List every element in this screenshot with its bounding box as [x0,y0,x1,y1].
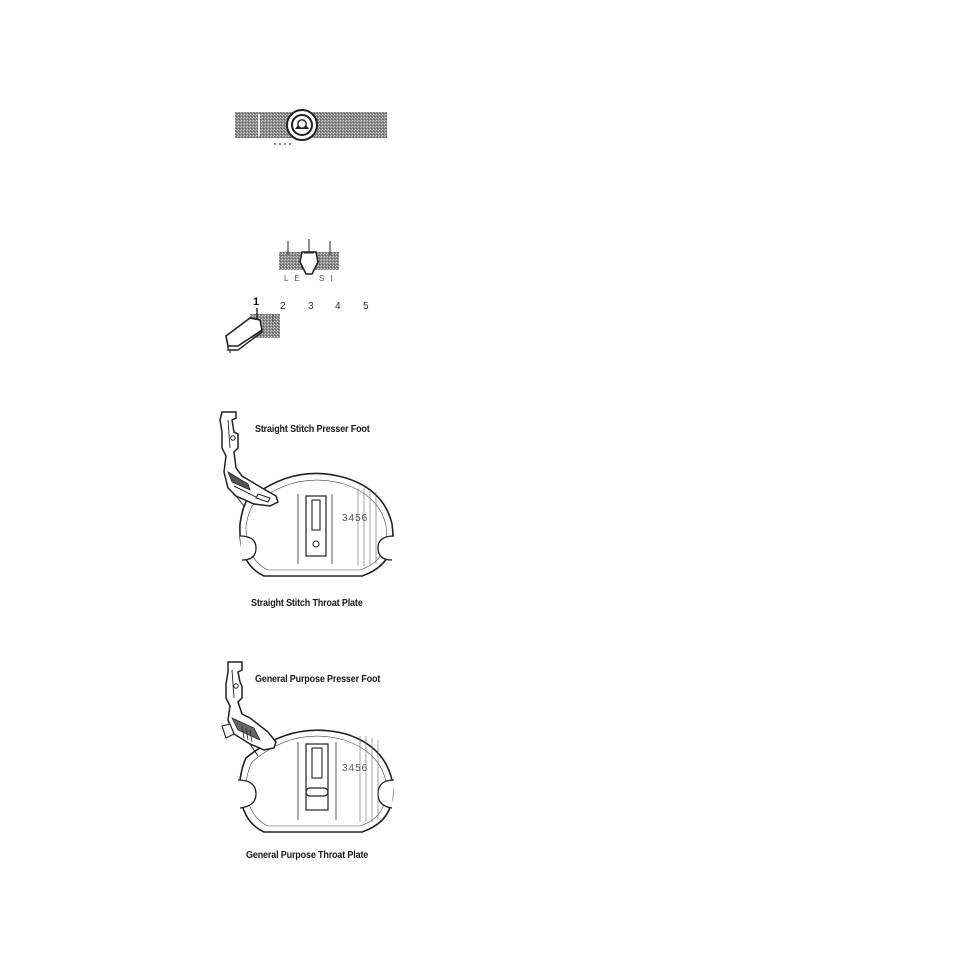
scale-number-3: 3 [308,301,314,312]
general-presser-foot-label: General Purpose Presser Foot [255,673,381,685]
selector-right-label: S I [319,274,335,283]
straight-plate-numbers: 3456 [342,513,369,524]
scale-number-1: 1 [253,296,260,308]
scale-number-5: 5 [363,301,369,312]
straight-throat-plate-label: Straight Stitch Throat Plate [251,597,363,609]
scale-number-2: 2 [280,301,286,312]
general-throat-plate-label: General Purpose Throat Plate [246,849,369,861]
general-plate-numbers: 3456 [342,763,369,774]
needle-position-lever-icon [220,306,282,358]
straight-presser-foot-label: Straight Stitch Presser Foot [255,423,370,435]
stitch-width-dial-icon [232,108,388,150]
selector-left-label: L E [284,274,302,283]
scale-number-4: 4 [335,301,341,312]
